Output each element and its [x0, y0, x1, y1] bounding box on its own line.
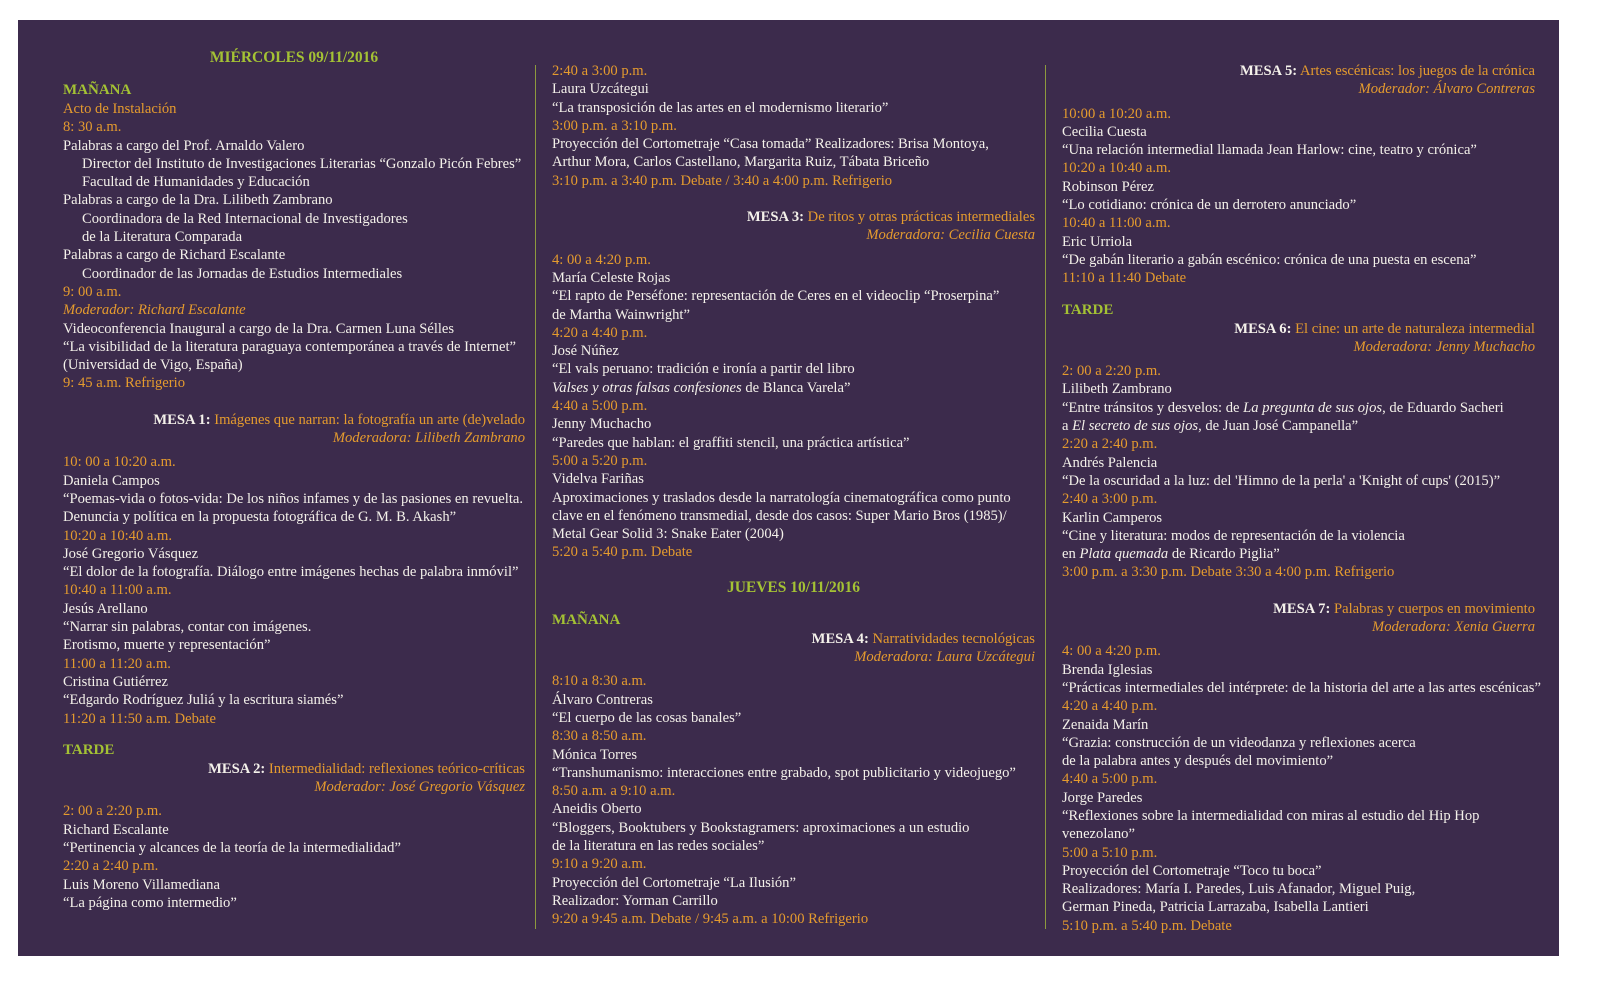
speaker: Daniela Campos — [63, 472, 160, 489]
mesa-title: Imágenes que narran: la fotografía un arte (de)velado — [214, 411, 525, 428]
speaker: José Gregorio Vásquez — [63, 545, 199, 562]
paper-title: “Paredes que hablan: el graffiti stencil, una práctica artística” — [552, 434, 910, 451]
time-slot: 10: 00 a 10:20 a.m. — [63, 454, 176, 471]
paper-title: “El vals peruano: tradición e ironía a partir del libro — [552, 361, 855, 378]
text-line: Palabras a cargo de la Dra. Lilibeth Zambrano — [63, 192, 333, 209]
text-line: Proyección del Cortometraje “Casa tomada” Realizadores: Brisa Montoya, — [552, 136, 989, 153]
text-line: “La visibilidad de la literatura paraguaya contemporánea a través de Internet” — [63, 338, 516, 355]
moderator: Moderador: Richard Escalante — [63, 302, 246, 319]
paper-title: “La transposición de las artes en el modernismo literario” — [552, 99, 889, 116]
paper-title — [1062, 417, 1535, 435]
time-slot: 10:40 a 11:00 a.m. — [63, 582, 172, 599]
paper-title: “Lo cotidiano: crónica de un derrotero anunciado” — [1062, 197, 1357, 214]
time-slot: 11:20 a 11:50 a.m. Debate — [63, 710, 216, 727]
paper-title: “Reflexiones sobre la intermedialidad con miras al estudio del Hip Hop — [1062, 807, 1480, 824]
time-slot: 9:20 a 9:45 a.m. Debate / 9:45 a.m. a 10:00 Refrigerio — [552, 911, 869, 928]
mesa-label: MESA 5: — [1239, 63, 1298, 79]
speaker: Videlva Fariñas — [552, 471, 644, 488]
paper-title: de la palabra antes y después del movimiento” — [1062, 753, 1334, 770]
paper-title: Denuncia y política en la propuesta fotográfica de G. M. B. Akash” — [63, 509, 457, 526]
speaker: Jesús Arellano — [63, 600, 148, 617]
text-line: Realizador: Yorman Carrillo — [552, 892, 718, 909]
moderator: Moderadora: Cecilia Cuesta — [866, 227, 1035, 244]
time-slot: 3:00 p.m. a 3:10 p.m. — [552, 117, 677, 134]
text-line: Proyección del Cortometraje “Toco tu boca” — [1062, 862, 1322, 879]
time-slot: 3:10 p.m. a 3:40 p.m. Debate / 3:40 a 4:00 p.m. Refrigerio — [552, 172, 893, 189]
book-title: El secreto de sus ojos — [1072, 418, 1199, 435]
text-line: Coordinadora de la Red Internacional de Investigadores — [82, 210, 408, 227]
mesa-heading — [552, 208, 1035, 226]
paper-title-part: , de Juan José Campanella” — [1198, 418, 1359, 435]
moderator: Moderadora: Xenia Guerra — [1372, 619, 1535, 636]
time-slot: 10:20 a 10:40 a.m. — [63, 527, 173, 544]
paper-title: “Grazia: construcción de un videodanza y reflexiones acerca — [1062, 734, 1416, 751]
speaker: Andrés Palencia — [1062, 454, 1158, 471]
column-divider — [1045, 65, 1046, 929]
paper-title: “El cuerpo de las cosas banales” — [552, 709, 742, 726]
mesa-label: MESA 3: — [746, 209, 804, 226]
time-slot: 2:20 a 2:40 p.m. — [1062, 436, 1158, 453]
column-thursday — [1062, 62, 1541, 935]
paper-title: “El dolor de la fotografía. Diálogo entre imágenes hechas de palabra inmóvil” — [63, 564, 519, 581]
mesa-title: Intermedialidad: reflexiones teórico-críticas — [268, 760, 525, 777]
speaker: José Núñez — [552, 343, 619, 360]
paper-title: clave en el fenómeno transmedial, desde dos casos: Super Mario Bros (1985)/ — [552, 507, 1007, 524]
mesa-label: MESA 7: — [1273, 600, 1331, 617]
time-slot: 2:40 a 3:00 p.m. — [552, 63, 648, 79]
paper-title: “Prácticas intermediales del intérprete: de la historia del arte a las artes escénicas” — [1062, 679, 1541, 696]
speaker: Jenny Muchacho — [552, 416, 652, 433]
mesa-heading — [63, 760, 525, 778]
mesa-heading — [1062, 320, 1535, 338]
time-slot: 8:30 a 8:50 a.m. — [552, 728, 647, 745]
moderator: Moderadora: Jenny Muchacho — [1353, 338, 1535, 355]
text-line: Proyección del Cortometraje “La Ilusión” — [552, 874, 796, 891]
time-slot: 8:50 a.m. a 9:10 a.m. — [552, 783, 676, 800]
paper-title: venezolano” — [1062, 826, 1135, 843]
speaker: Luis Moreno Villamediana — [63, 876, 220, 893]
speaker: Zenaida Marín — [1062, 716, 1149, 733]
paper-title-rest: de Blanca Varela” — [741, 379, 851, 396]
time-slot: 4:40 a 5:00 p.m. — [1062, 771, 1158, 788]
column-wednesday — [63, 48, 525, 912]
mesa-title: Palabras y cuerpos en movimiento — [1333, 600, 1535, 617]
day-title: JUEVES 10/11/2016 — [726, 578, 861, 596]
time-slot: 5:10 p.m. a 5:40 p.m. Debate — [1062, 917, 1232, 934]
speaker: Jorge Paredes — [1062, 789, 1143, 806]
section-heading: MAÑANA — [63, 82, 132, 98]
paper-title: “Bloggers, Booktubers y Bookstagramers: aproximaciones a un estudio — [552, 819, 970, 836]
time-slot: 8:10 a 8:30 a.m. — [552, 673, 647, 690]
text-line: Palabras a cargo del Prof. Arnaldo Valero — [63, 137, 305, 154]
paper-title: “Edgardo Rodríguez Juliá y la escritura siamés” — [63, 692, 344, 709]
paper-title: “Poemas-vida o fotos-vida: De los niños infames y de las pasiones en revuelta. — [63, 490, 523, 507]
paper-title-part: en — [1062, 546, 1080, 563]
paper-title-part: , de Eduardo Sacheri — [1382, 399, 1504, 416]
time-slot: 3:00 p.m. a 3:30 p.m. Debate 3:30 a 4:00 p.m. Refrigerio — [1062, 564, 1395, 581]
mesa-heading — [63, 411, 525, 429]
time-slot: 11:10 a 11:40 Debate — [1062, 270, 1187, 287]
column-divider — [535, 65, 536, 929]
paper-title: de la literatura en las redes sociales” — [552, 837, 765, 854]
time-slot: 5:00 a 5:10 p.m. — [1062, 844, 1158, 861]
time-slot: 4: 00 a 4:20 p.m. — [1062, 643, 1161, 660]
speaker: Aneidis Oberto — [552, 801, 642, 818]
time-slot: 4:40 a 5:00 p.m. — [552, 398, 648, 415]
column-middle — [552, 62, 1035, 928]
paper-title: “Cine y literatura: modos de representación de la violencia — [1062, 527, 1405, 544]
speaker: Álvaro Contreras — [552, 691, 653, 708]
speaker: Eric Urriola — [1062, 233, 1133, 250]
book-title: Valses y otras falsas confesiones — [552, 379, 742, 396]
text-line: Videoconferencia Inaugural a cargo de la Dra. Carmen Luna Sélles — [63, 320, 455, 337]
text-line: Coordinador de las Jornadas de Estudios Intermediales — [82, 265, 403, 282]
mesa-title: Narratividades tecnológicas — [872, 630, 1035, 647]
mesa-title: Artes escénicas: los juegos de la crónica — [1299, 63, 1535, 79]
paper-title-part: de Ricardo Piglia” — [1168, 546, 1280, 563]
time-slot: 5:00 a 5:20 p.m. — [552, 452, 648, 469]
time-slot: 4: 00 a 4:20 p.m. — [552, 251, 651, 268]
mesa-label: MESA 6: — [1234, 320, 1292, 337]
paper-title: Erotismo, muerte y representación” — [63, 637, 271, 654]
time-slot: 9: 00 a.m. — [63, 283, 122, 300]
time-slot: 11:00 a 11:20 a.m. — [63, 655, 171, 672]
text-line: Director del Instituto de Investigaciones Literarias “Gonzalo Picón Febres” — [82, 155, 522, 172]
time-slot: 2: 00 a 2:20 p.m. — [1062, 363, 1161, 380]
text-line: Realizadores: María I. Paredes, Luis Afanador, Miguel Puig, — [1062, 881, 1416, 898]
time-slot: 2:40 a 3:00 p.m. — [1062, 491, 1158, 508]
text-line: de la Literatura Comparada — [82, 229, 243, 246]
paper-title: “De la oscuridad a la luz: del 'Himno de la perla' a 'Knight of cups' (2015)” — [1062, 472, 1501, 489]
paper-title — [1062, 399, 1535, 417]
program-panel — [18, 20, 1559, 956]
moderator: Moderadora: Laura Uzcátegui — [854, 649, 1035, 666]
time-slot: 4:20 a 4:40 p.m. — [1062, 698, 1158, 715]
paper-title: “Narrar sin palabras, contar con imágenes. — [63, 619, 312, 636]
time-slot: 9: 45 a.m. Refrigerio — [63, 375, 185, 392]
speaker: Cecilia Cuesta — [1062, 123, 1147, 140]
paper-title — [1062, 545, 1535, 563]
paper-title: “Transhumanismo: interacciones entre grabado, spot publicitario y videojuego” — [552, 764, 1016, 781]
text-line: Arthur Mora, Carlos Castellano, Margarita Ruiz, Tábata Briceño — [552, 154, 930, 171]
time-slot: 9:10 a 9:20 a.m. — [552, 856, 647, 873]
time-slot: 8: 30 a.m. — [63, 119, 122, 136]
time-slot: 10:00 a 10:20 a.m. — [1062, 105, 1172, 122]
paper-title-part: a — [1062, 418, 1073, 435]
paper-title: de Martha Wainwright” — [552, 306, 690, 323]
mesa-label: MESA 2: — [208, 760, 266, 777]
time-slot: 2:20 a 2:40 p.m. — [63, 858, 159, 875]
speaker: Robinson Pérez — [1062, 178, 1155, 195]
speaker: Lilibeth Zambrano — [1062, 381, 1172, 398]
speaker: Cristina Gutiérrez — [63, 673, 168, 690]
mesa-title: El cine: un arte de naturaleza intermedial — [1295, 320, 1535, 337]
mesa-heading — [1062, 62, 1535, 80]
paper-title: “El rapto de Perséfone: representación de Ceres en el videoclip “Proserpina” — [552, 288, 1000, 305]
paper-title: Metal Gear Solid 3: Snake Eater (2004) — [552, 526, 784, 543]
moderator: Moderadora: Lilibeth Zambrano — [332, 430, 525, 447]
speaker: María Celeste Rojas — [552, 269, 671, 286]
time-slot: 5:20 a 5:40 p.m. Debate — [552, 544, 693, 561]
book-title: La pregunta de sus ojos — [1243, 399, 1383, 416]
moderator: Moderador: Álvaro Contreras — [1358, 81, 1535, 98]
speaker: Karlin Camperos — [1062, 509, 1163, 526]
paper-title-part: “Entre tránsitos y desvelos: de — [1062, 399, 1244, 416]
time-slot: 10:40 a 11:00 a.m. — [1062, 215, 1171, 232]
mesa-title: De ritos y otras prácticas intermediales — [807, 209, 1035, 226]
paper-title — [552, 379, 1035, 397]
text-line: German Pineda, Patricia Larrazaba, Isabella Lantieri — [1062, 899, 1369, 916]
text-line: (Universidad de Vigo, España) — [63, 357, 243, 374]
paper-title: “Pertinencia y alcances de la teoría de la intermedialidad” — [63, 839, 401, 856]
time-slot: 2: 00 a 2:20 p.m. — [63, 803, 162, 820]
time-slot: 4:20 a 4:40 p.m. — [552, 324, 648, 341]
book-title: Plata quemada — [1079, 546, 1169, 563]
speaker: Brenda Iglesias — [1062, 661, 1153, 678]
paper-title: “Una relación intermedial llamada Jean Harlow: cine, teatro y crónica” — [1062, 142, 1477, 159]
section-heading: TARDE — [1062, 301, 1114, 318]
speaker: Richard Escalante — [63, 821, 169, 838]
mesa-label: MESA 1: — [153, 411, 211, 428]
section-heading: TARDE — [63, 741, 115, 758]
mesa-heading — [552, 630, 1035, 648]
paper-title: “La página como intermedio” — [63, 894, 237, 911]
mesa-heading — [1062, 600, 1535, 618]
paper-title: “De gabán literario a gabán escénico: crónica de una puesta en escena” — [1062, 251, 1477, 268]
event-title: Acto de Instalación — [63, 101, 177, 117]
day-title: MIÉRCOLES 09/11/2016 — [209, 49, 379, 66]
time-slot: 10:20 a 10:40 a.m. — [1062, 160, 1172, 177]
section-heading: MAÑANA — [552, 611, 621, 628]
moderator: Moderador: José Gregorio Vásquez — [314, 779, 525, 796]
text-line: Facultad de Humanidades y Educación — [82, 174, 310, 191]
mesa-label: MESA 4: — [811, 630, 869, 647]
speaker: Laura Uzcátegui — [552, 81, 649, 98]
text-line: Palabras a cargo de Richard Escalante — [63, 247, 286, 264]
paper-title: Aproximaciones y traslados desde la narratología cinematográfica como punto — [552, 489, 1011, 506]
speaker: Mónica Torres — [552, 746, 638, 763]
